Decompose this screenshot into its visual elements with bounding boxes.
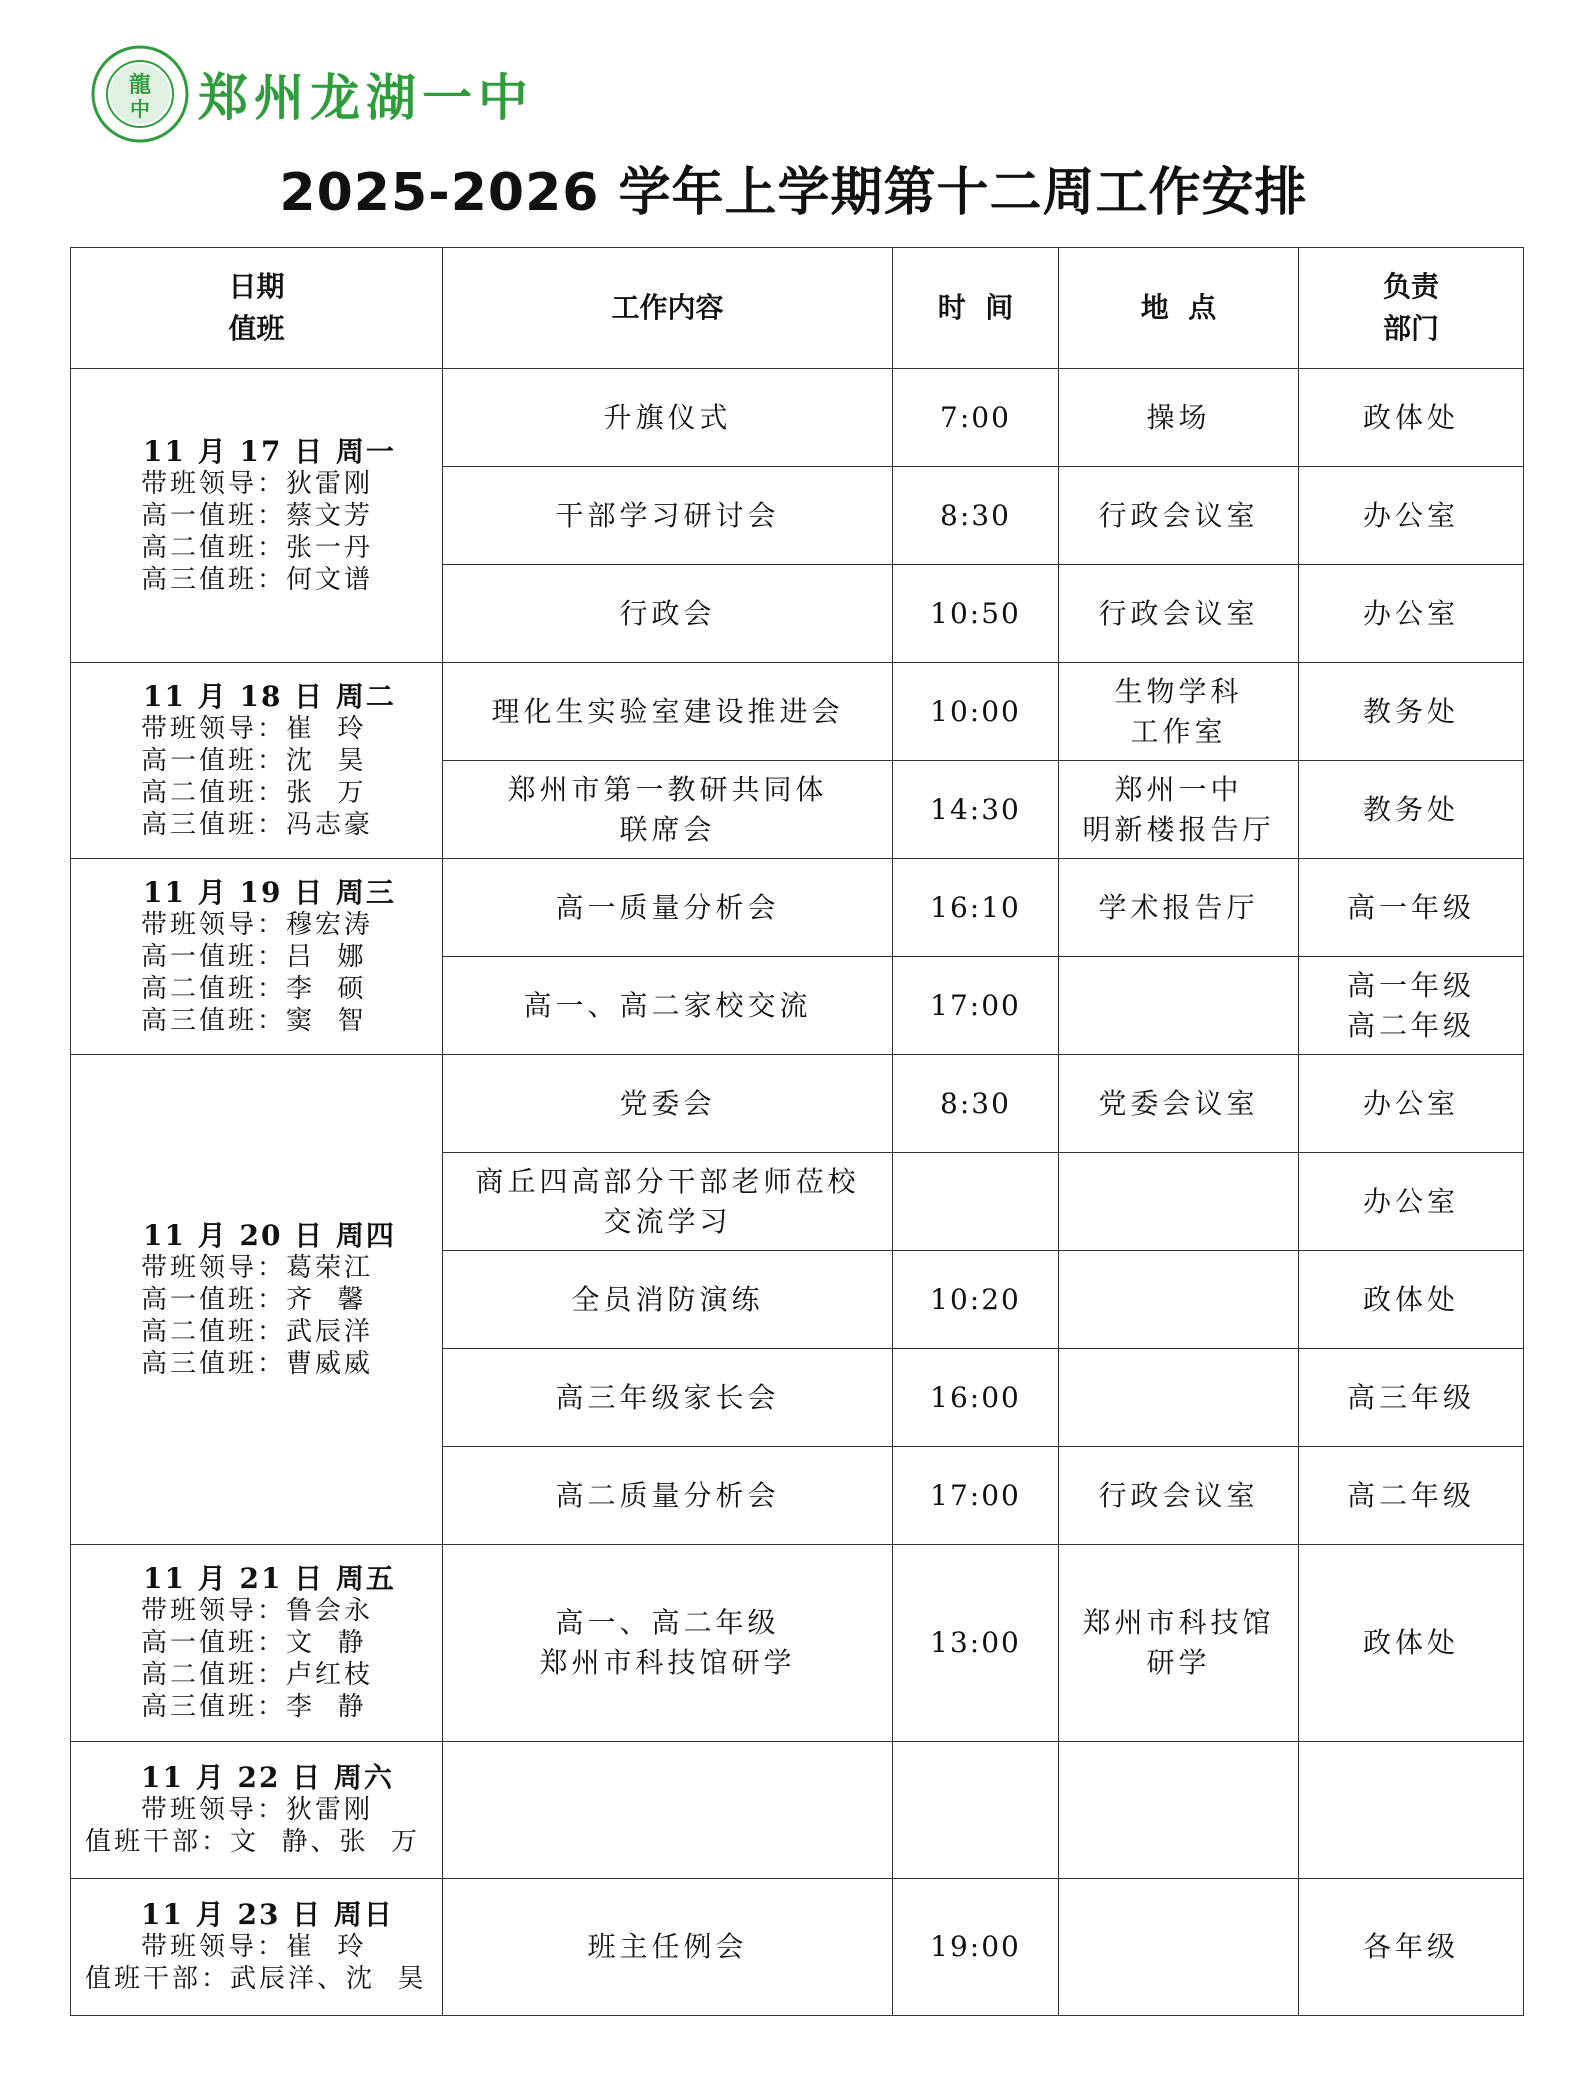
content-cell-line: 郑州市第一教研共同体 xyxy=(507,772,828,806)
place-cell xyxy=(1059,1251,1299,1349)
date-label: 11 月 23 日 周日 xyxy=(141,1898,394,1931)
time-cell xyxy=(893,1153,1059,1251)
dept-cell-line: 办公室 xyxy=(1362,1184,1459,1218)
dept-cell xyxy=(1299,1349,1524,1447)
time-cell: 7:00 xyxy=(893,369,1059,467)
page-title: 2025-2026 学年上学期第十二周工作安排 xyxy=(279,163,1308,223)
duty-line: 高一值班：蔡文芳 xyxy=(141,500,374,531)
time-cell: 13:00 xyxy=(893,1545,1059,1742)
date-label: 11 月 20 日 周四 xyxy=(143,1218,396,1252)
place-cell xyxy=(1059,1055,1299,1153)
duty-line: 带班领导：鲁会永 xyxy=(141,1596,374,1626)
content-cell xyxy=(443,1349,893,1447)
duty-line: 高三值班：李 静 xyxy=(141,1692,367,1722)
content-cell xyxy=(443,859,893,957)
content-cell xyxy=(443,369,893,467)
content-cell-line: 高三年级家长会 xyxy=(555,1380,780,1414)
place-cell-line: 党委会议室 xyxy=(1098,1086,1259,1120)
place-cell-line: 工作室 xyxy=(1130,714,1227,748)
duty-line: 高一值班：文 静 xyxy=(141,1628,367,1658)
time-cell: 19:00 xyxy=(893,1879,1059,2016)
dept-cell-line: 高一年级 xyxy=(1346,968,1475,1002)
date-label: 11 月 17 日 周一 xyxy=(143,434,396,468)
place-cell xyxy=(1059,369,1299,467)
dept-cell xyxy=(1299,957,1524,1055)
dept-cell-line: 高三年级 xyxy=(1346,1380,1475,1414)
content-cell xyxy=(443,761,893,859)
time-cell: 8:30 xyxy=(893,467,1059,565)
dept-cell-line: 教务处 xyxy=(1362,694,1459,728)
table-row xyxy=(71,1545,1524,1742)
svg-text:龍: 龍 xyxy=(128,73,152,98)
dept-cell-line: 办公室 xyxy=(1362,1086,1459,1120)
school-logo-icon xyxy=(90,44,190,144)
duty-line: 高一值班：沈 昊 xyxy=(141,745,367,776)
content-cell-line: 全员消防演练 xyxy=(571,1282,764,1316)
schedule-table xyxy=(70,247,1524,2016)
content-cell xyxy=(443,1879,893,2016)
content-cell-line: 联席会 xyxy=(619,812,716,846)
table-row xyxy=(71,859,1524,957)
dept-cell xyxy=(1299,1742,1524,1879)
dept-cell xyxy=(1299,1545,1524,1742)
table-row xyxy=(71,1742,1524,1879)
duty-line: 高三值班：窦 智 xyxy=(141,1005,367,1036)
content-cell xyxy=(443,957,893,1055)
content-cell xyxy=(443,1055,893,1153)
duty-line: 高一值班：齐 馨 xyxy=(141,1284,367,1315)
dept-cell-line: 高一年级 xyxy=(1346,890,1475,924)
place-cell xyxy=(1059,467,1299,565)
content-cell-line: 交流学习 xyxy=(603,1204,732,1238)
dept-cell-line: 教务处 xyxy=(1362,792,1459,826)
date-duty-cell xyxy=(71,1055,443,1545)
header-time: 时 间 xyxy=(893,248,1059,369)
duty-line: 带班领导：狄雷刚 xyxy=(141,1795,374,1825)
place-cell-line: 郑州市科技馆 xyxy=(1082,1606,1275,1639)
content-cell-line: 理化生实验室建设推进会 xyxy=(491,694,844,728)
place-cell xyxy=(1059,859,1299,957)
dept-cell-line: 高二年级 xyxy=(1346,1478,1475,1512)
content-cell-line: 高一、高二家校交流 xyxy=(523,988,812,1022)
time-cell: 10:50 xyxy=(893,565,1059,663)
duty-line: 高二值班：李 硕 xyxy=(141,973,367,1004)
place-cell-line: 学术报告厅 xyxy=(1098,890,1259,924)
dept-cell xyxy=(1299,761,1524,859)
dept-cell xyxy=(1299,663,1524,761)
place-cell xyxy=(1059,1742,1299,1879)
duty-line: 值班干部：文 静、张 万 xyxy=(85,1827,421,1857)
table-row xyxy=(71,1879,1524,2016)
content-cell xyxy=(443,1153,893,1251)
header-place: 地 点 xyxy=(1059,248,1299,369)
content-cell xyxy=(443,467,893,565)
dept-cell xyxy=(1299,1153,1524,1251)
place-cell-line: 操场 xyxy=(1146,400,1211,434)
place-cell-line: 行政会议室 xyxy=(1098,1478,1259,1512)
content-cell-line: 高一、高二年级 xyxy=(555,1606,780,1639)
content-cell xyxy=(443,1545,893,1742)
place-cell-line: 行政会议室 xyxy=(1098,596,1259,630)
duty-line: 高一值班：吕 娜 xyxy=(141,941,367,972)
content-cell-line: 班主任例会 xyxy=(587,1930,748,1963)
dept-cell xyxy=(1299,1055,1524,1153)
place-cell xyxy=(1059,957,1299,1055)
content-cell-line: 干部学习研讨会 xyxy=(555,498,780,532)
content-cell xyxy=(443,663,893,761)
date-label: 11 月 19 日 周三 xyxy=(143,875,396,909)
date-duty-cell xyxy=(71,859,443,1055)
header-content: 工作内容 xyxy=(443,248,893,369)
content-cell-line: 党委会 xyxy=(619,1086,716,1120)
dept-cell-line: 政体处 xyxy=(1362,400,1459,434)
date-duty-cell xyxy=(71,369,443,663)
time-cell: 17:00 xyxy=(893,1447,1059,1545)
time-cell xyxy=(893,1742,1059,1879)
place-cell xyxy=(1059,1447,1299,1545)
dept-cell xyxy=(1299,1447,1524,1545)
duty-line: 高二值班：张一丹 xyxy=(141,532,374,563)
place-cell xyxy=(1059,1153,1299,1251)
table-row xyxy=(71,1055,1524,1153)
content-cell-line: 郑州市科技馆研学 xyxy=(539,1646,796,1679)
place-cell xyxy=(1059,1349,1299,1447)
duty-line: 高三值班：冯志豪 xyxy=(141,809,374,840)
dept-cell-line: 办公室 xyxy=(1362,498,1459,532)
svg-text:中: 中 xyxy=(130,97,150,121)
date-duty-cell xyxy=(71,1742,443,1879)
place-cell-line: 行政会议室 xyxy=(1098,498,1259,532)
time-cell: 10:20 xyxy=(893,1251,1059,1349)
date-label: 11 月 21 日 周五 xyxy=(143,1562,396,1595)
duty-line: 带班领导：崔 玲 xyxy=(141,713,367,744)
place-cell-line: 郑州一中 xyxy=(1114,772,1243,806)
content-cell-line: 升旗仪式 xyxy=(603,400,732,434)
dept-cell-line: 政体处 xyxy=(1362,1626,1459,1659)
dept-cell xyxy=(1299,1251,1524,1349)
table-row xyxy=(71,369,1524,467)
time-cell: 8:30 xyxy=(893,1055,1059,1153)
dept-cell-line: 办公室 xyxy=(1362,596,1459,630)
school-header xyxy=(90,44,534,144)
content-cell xyxy=(443,1251,893,1349)
place-cell-line: 生物学科 xyxy=(1114,674,1243,708)
header-dept: 负责 部门 xyxy=(1299,248,1524,369)
dept-cell xyxy=(1299,565,1524,663)
duty-line: 高三值班：何文谱 xyxy=(141,564,374,595)
duty-line: 带班领导：狄雷刚 xyxy=(141,468,374,499)
time-cell: 14:30 xyxy=(893,761,1059,859)
dept-cell xyxy=(1299,1879,1524,2016)
place-cell xyxy=(1059,1879,1299,2016)
time-cell: 16:10 xyxy=(893,859,1059,957)
content-cell-line: 行政会 xyxy=(619,596,716,630)
content-cell-line: 高二质量分析会 xyxy=(555,1478,780,1512)
duty-line: 高三值班：曹威威 xyxy=(141,1348,374,1379)
dept-cell-line: 政体处 xyxy=(1362,1282,1459,1316)
content-cell-line: 商丘四高部分干部老师莅校 xyxy=(475,1164,860,1198)
dept-cell-line: 高二年级 xyxy=(1346,1008,1475,1042)
table-row xyxy=(71,663,1524,761)
time-cell: 17:00 xyxy=(893,957,1059,1055)
content-cell xyxy=(443,565,893,663)
date-duty-cell xyxy=(71,1545,443,1742)
school-name: 郑州龙湖一中 xyxy=(198,69,534,127)
place-cell xyxy=(1059,761,1299,859)
dept-cell-line: 各年级 xyxy=(1362,1930,1459,1963)
duty-line: 带班领导：葛荣江 xyxy=(141,1252,374,1283)
duty-line: 高二值班：武辰洋 xyxy=(141,1316,374,1347)
time-cell: 10:00 xyxy=(893,663,1059,761)
place-cell-line: 研学 xyxy=(1146,1646,1211,1679)
place-cell xyxy=(1059,565,1299,663)
duty-line: 高二值班：卢红枝 xyxy=(141,1660,374,1690)
content-cell-line: 高一质量分析会 xyxy=(555,890,780,924)
date-duty-cell xyxy=(71,663,443,859)
date-duty-cell xyxy=(71,1879,443,2016)
header-date: 日期 值班 xyxy=(71,248,443,369)
time-cell: 16:00 xyxy=(893,1349,1059,1447)
place-cell-line: 明新楼报告厅 xyxy=(1082,812,1275,846)
content-cell xyxy=(443,1742,893,1879)
date-label: 11 月 22 日 周六 xyxy=(141,1761,394,1794)
place-cell xyxy=(1059,663,1299,761)
duty-line: 高二值班：张 万 xyxy=(141,777,367,808)
dept-cell xyxy=(1299,467,1524,565)
content-cell xyxy=(443,1447,893,1545)
table-header-row xyxy=(71,248,1524,369)
duty-line: 值班干部：武辰洋、沈 昊 xyxy=(85,1964,427,1994)
duty-line: 带班领导：崔 玲 xyxy=(141,1932,367,1962)
dept-cell xyxy=(1299,859,1524,957)
date-label: 11 月 18 日 周二 xyxy=(143,679,396,713)
place-cell xyxy=(1059,1545,1299,1742)
duty-line: 带班领导：穆宏涛 xyxy=(141,909,374,940)
dept-cell xyxy=(1299,369,1524,467)
